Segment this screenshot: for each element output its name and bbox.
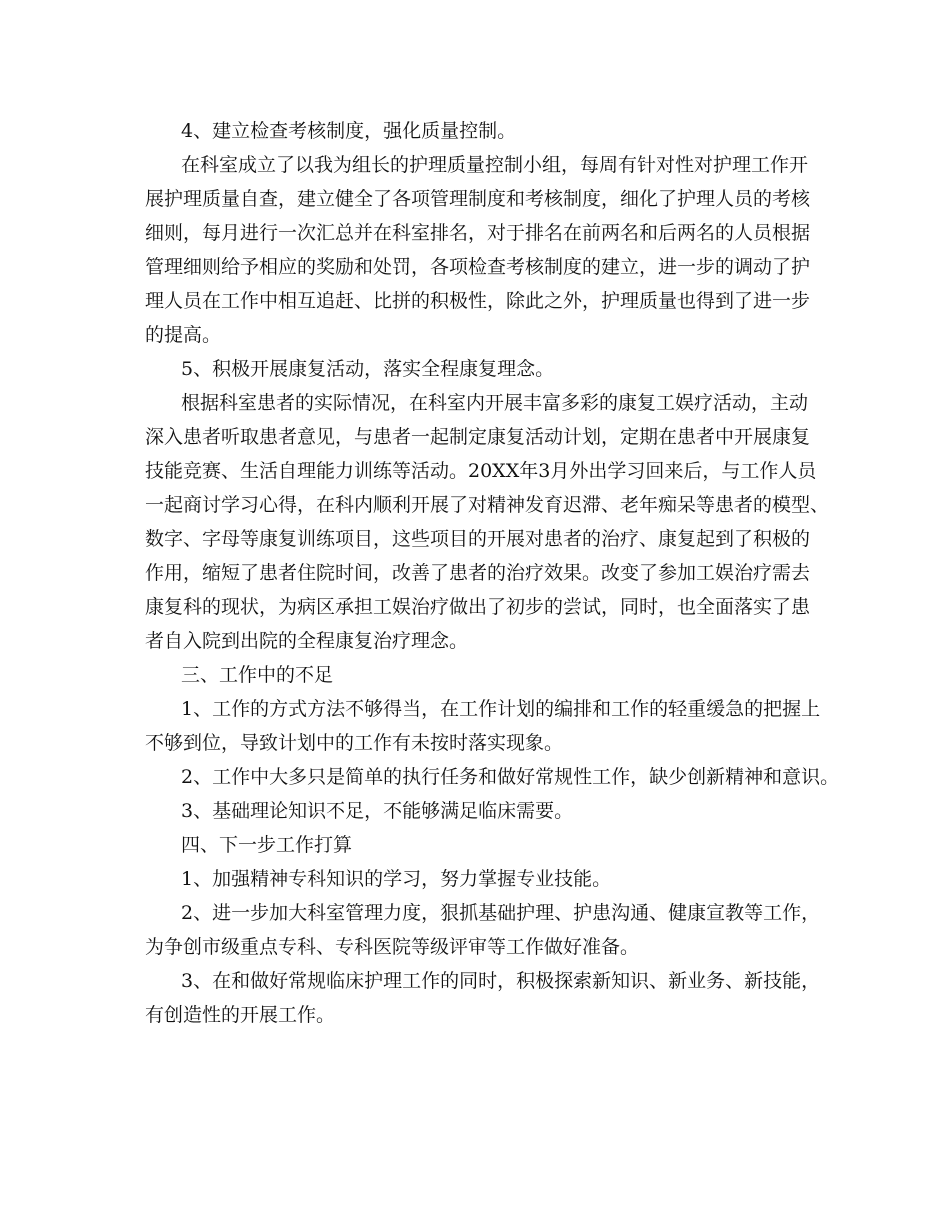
- paragraph-line: 1、加强精神专科知识的学习，努力掌握专业技能。: [181, 868, 612, 890]
- paragraph-line: 有创造性的开展工作。: [145, 1004, 336, 1026]
- section-heading-shortcomings: 三、工作中的不足: [181, 664, 334, 686]
- paragraph-line: 不够到位，导致计划中的工作有未按时落实现象。: [145, 732, 564, 754]
- paragraph-line: 2、工作中大多只是简单的执行任务和做好常规性工作，缺少创新精神和意识。: [181, 766, 840, 788]
- paragraph-line: 为争创市级重点专科、专科医院等级评审等工作做好准备。: [145, 936, 640, 958]
- paragraph-line: 管理细则给予相应的奖励和处罚，各项检查考核制度的建立，进一步的调动了护: [145, 256, 811, 278]
- paragraph-line: 深入患者听取患者意见，与患者一起制定康复活动计划，定期在患者中开展康复: [145, 426, 811, 448]
- paragraph-line: 根据科室患者的实际情况，在科室内开展丰富多彩的康复工娱疗活动，主动: [181, 392, 809, 414]
- paragraph-line: 在科室成立了以我为组长的护理质量控制小组，每周有针对性对护理工作开: [181, 154, 809, 176]
- paragraph-heading-4: 4、建立检查考核制度，强化质量控制。: [181, 120, 517, 142]
- paragraph-line: 理人员在工作中相互追赶、比拼的积极性，除此之外，护理质量也得到了进一步: [145, 290, 811, 312]
- paragraph-line: 展护理质量自查，建立健全了各项管理制度和考核制度，细化了护理人员的考核: [145, 188, 811, 210]
- paragraph-line: 3、基础理论知识不足，不能够满足临床需要。: [181, 800, 574, 822]
- paragraph-line: 3、在和做好常规临床护理工作的同时，积极探索新知识、新业务、新技能，: [181, 970, 821, 992]
- paragraph-heading-5: 5、积极开展康复活动，落实全程康复理念。: [181, 358, 555, 380]
- paragraph-line: 1、工作的方式方法不够得当，在工作计划的编排和工作的轻重缓急的把握上: [181, 698, 821, 720]
- paragraph-line: 者自入院到出院的全程康复治疗理念。: [145, 630, 469, 652]
- paragraph-line: 技能竞赛、生活自理能力训练等活动。20XX年3月外出学习回来后，与工作人员: [145, 460, 817, 482]
- paragraph-line: 康复科的现状，为病区承担工娱治疗做出了初步的尝试，同时，也全面落实了患: [145, 596, 811, 618]
- paragraph-line: 作用，缩短了患者住院时间，改善了患者的治疗效果。改变了参加工娱治疗需去: [145, 562, 811, 584]
- paragraph-line: 数字、字母等康复训练项目，这些项目的开展对患者的治疗、康复起到了积极的: [145, 528, 811, 550]
- paragraph-line: 细则，每月进行一次汇总并在科室排名，对于排名在前两名和后两名的人员根据: [145, 222, 811, 244]
- paragraph-line: 一起商讨学习心得，在科内顺利开展了对精神发育迟滞、老年痴呆等患者的模型、: [145, 494, 830, 516]
- paragraph-line: 2、进一步加大科室管理力度，狠抓基础护理、护患沟通、健康宣教等工作，: [181, 902, 821, 924]
- section-heading-next-steps: 四、下一步工作打算: [181, 834, 353, 856]
- paragraph-line: 的提高。: [145, 324, 222, 346]
